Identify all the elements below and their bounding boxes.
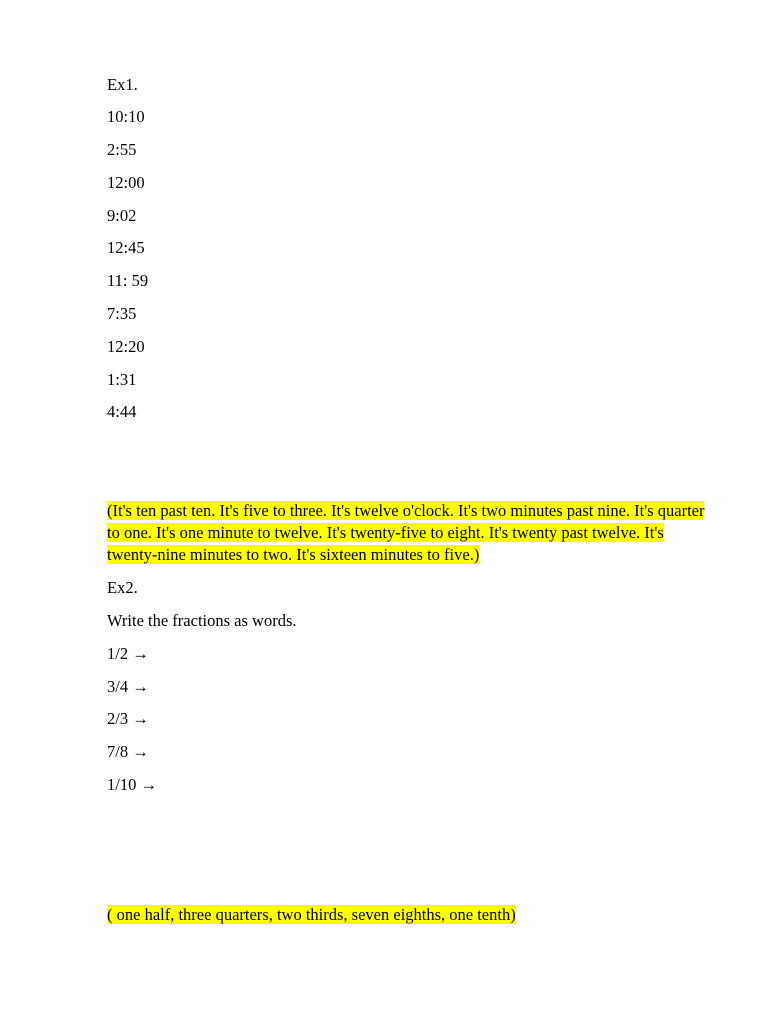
fraction-item: 7/8 → — [107, 742, 149, 761]
time-item: 12:45 — [107, 238, 145, 257]
ex2-answer-key — [107, 905, 516, 925]
time-item: 12:20 — [107, 337, 145, 356]
ex2-instruction: Write the fractions as words. — [107, 611, 297, 630]
time-item: 10:10 — [107, 107, 145, 126]
time-item: 9:02 — [107, 206, 137, 225]
time-item: 11: 59 — [107, 271, 149, 290]
highlighted-answer-text: (It's ten past ten. It's five to three. It's twelve o'clock. It's two minutes past nine. It's quarter to one. It's one minute to twelve. It's twenty-five to eight. It's twenty past twelve. It's twenty-nine minutes to two. It's sixteen minutes to five.) — [107, 501, 705, 564]
time-item: 2:55 — [107, 140, 137, 159]
time-item: 12:00 — [107, 173, 145, 192]
ex1-heading: Ex1. — [107, 75, 138, 94]
ex2-heading: Ex2. — [107, 578, 138, 597]
time-item: 4:44 — [107, 402, 137, 421]
ex1-answer-key — [107, 500, 707, 566]
fraction-item: 3/4 → — [107, 677, 149, 696]
fraction-item: 1/2 → — [107, 644, 149, 663]
fraction-item: 1/10 → — [107, 775, 157, 794]
highlighted-answer-text: ( one half, three quarters, two thirds, seven eighths, one tenth) — [107, 905, 516, 924]
time-item: 1:31 — [107, 370, 137, 389]
fraction-item: 2/3 → — [107, 709, 149, 728]
time-item: 7:35 — [107, 304, 137, 323]
